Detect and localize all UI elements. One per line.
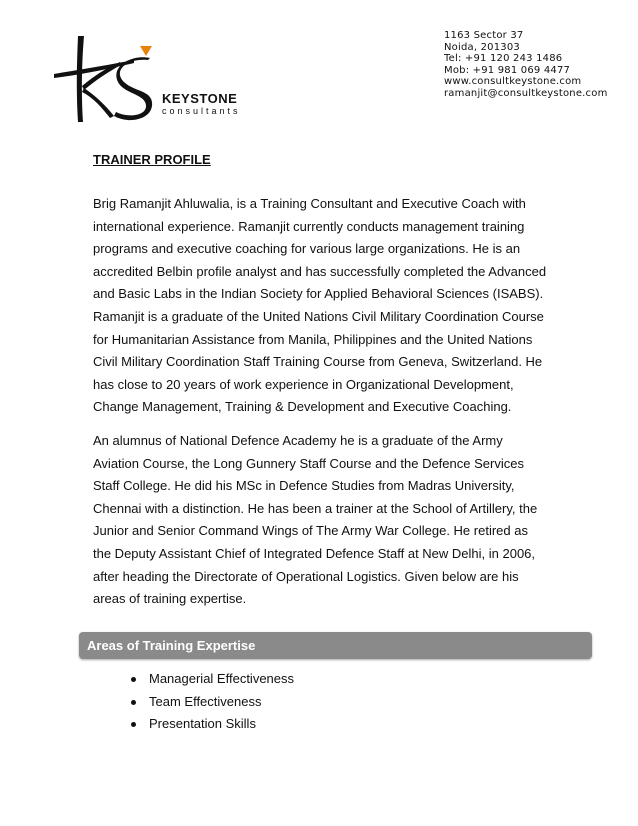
brand-subtitle: consultants [162, 106, 241, 116]
contact-address-line2: Noida, 201303 [444, 41, 520, 53]
logo-accent-triangle [140, 46, 152, 56]
expertise-section-bar [79, 632, 592, 659]
list-item [125, 691, 294, 714]
contact-address-line1: 1163 Sector 37 [444, 30, 524, 41]
page-title: TRAINER PROFILE [93, 152, 211, 167]
list-item-label: Managerial Effectiveness [149, 671, 295, 686]
contact-website[interactable]: www.consultkeystone.com [444, 76, 582, 88]
profile-paragraph-1: Brig Ramanjit Ahluwalia, is a Training Consultant and Executive Coach with international experience. Ramanjit currently conducts management training programs and executive coaching for various large organizations. He is an accredited Belbin profile analyst and has successfully completed the Advanced and Basic Labs in the Indian Society for Applied Behavioral Sciences (ISABS). Ramanjit is a graduate of the United Nations Civil Military Coordination Course for Humanitarian Assistance from Manila, Philippines and the United Nations Civil Military Coordination Staff Training Course from Geneva, Switzerland. He has close to 20 years of work experience in Organizational Development, Change Management, Training & Development and Executive Coaching. [93, 196, 547, 415]
contact-phone: Tel: +91 120 243 1486 [444, 53, 563, 65]
bullet-icon [131, 700, 136, 705]
expertise-list [125, 668, 294, 736]
expertise-heading: Areas of Training Expertise [87, 638, 256, 653]
list-item-label: Team Effectiveness [149, 693, 262, 709]
profile-paragraph-2: An alumnus of National Defence Academy he is a graduate of the Army Aviation Course, the Long Gunnery Staff Course and the Defence Services Staff College. He did his MSc in Defence Studies from Madras University, Chennai with a distinction. He has been a trainer at the School of Artillery, the Junior and Senior Command Wings of The Army War College. He retired as the Deputy Assistant Chief of Integrated Defence Staff at New Delhi, in 2006, after heading the Directorate of Operational Logistics. Given below are his areas of training expertise. [93, 433, 538, 607]
contact-email[interactable]: ramanjit@consultkeystone.com [444, 87, 608, 99]
brand-name: KEYSTONE [162, 91, 238, 106]
bullet-icon [131, 722, 136, 727]
list-item [125, 713, 294, 736]
brand-block [162, 92, 282, 116]
keystone-logo [48, 30, 241, 130]
list-item-label: Presentation Skills [149, 716, 256, 731]
contact-mobile: Mob: +91 981 069 4477 [444, 64, 571, 76]
bullet-icon [131, 677, 136, 682]
list-item [125, 668, 294, 691]
contact-block [444, 30, 634, 100]
